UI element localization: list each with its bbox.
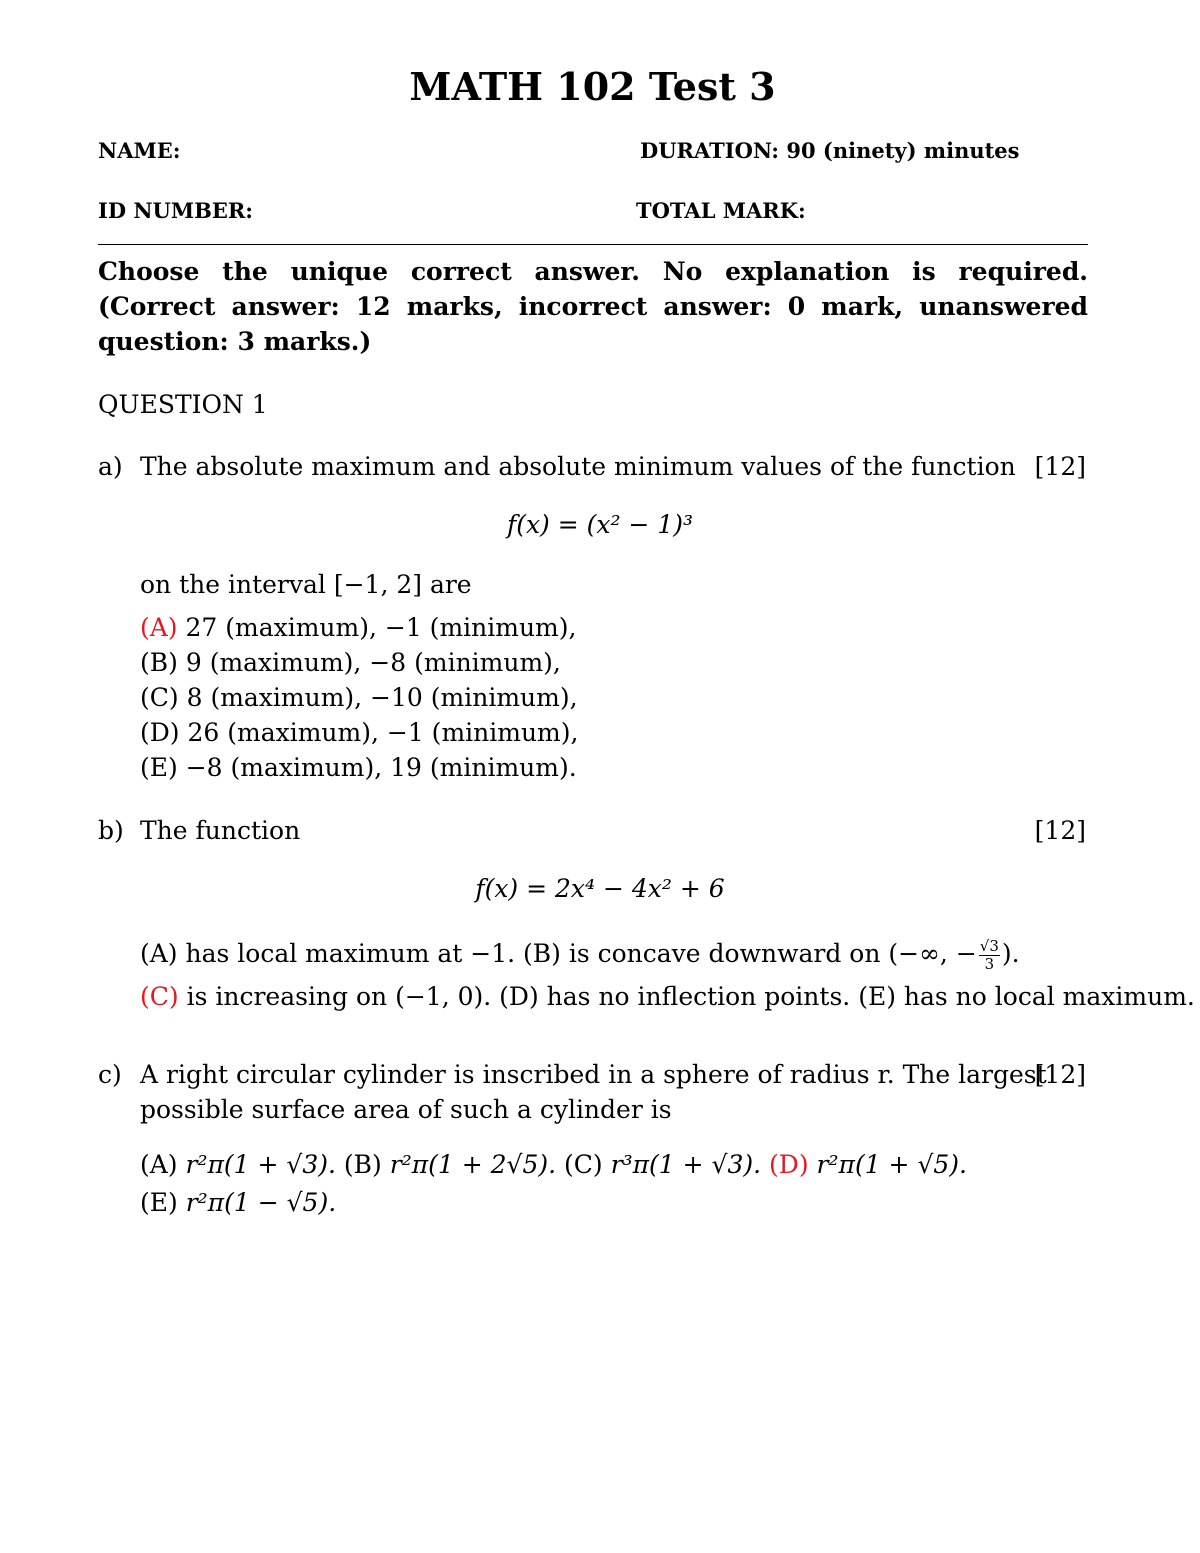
option-letter: (C) [140,982,179,1011]
option-letter: (D) [499,982,539,1011]
duration-label: DURATION: 90 (ninety) minutes [640,138,1020,163]
option-text: is increasing on (−1, 0). [178,982,492,1011]
option-c[interactable] [140,982,491,1011]
part-c-options-line2 [140,1188,336,1217]
option-text-end: ). [1001,939,1020,968]
part-c-options-line1 [140,1150,967,1179]
total-mark-label: TOTAL MARK: [636,198,806,223]
part-b-text: The function [140,816,301,845]
part-a-option-e[interactable] [140,753,577,782]
option-d[interactable] [769,1150,967,1179]
option-c[interactable] [564,1150,761,1179]
part-c-label: c) [98,1060,122,1089]
part-a-interval: on the interval [−1, 2] are [140,570,472,599]
option-text: has no inflection points. [538,982,851,1011]
option-value: r³π(1 + √3). [602,1150,762,1179]
part-b-options-line1 [140,938,1020,973]
option-text: has local maximum at −1. [177,939,516,968]
option-b[interactable] [344,1150,556,1179]
option-letter: (A) [140,1150,178,1179]
option-letter: (E) [858,982,896,1011]
option-value: r²π(1 + 2√5). [381,1150,557,1179]
part-b-options-line2 [140,982,1195,1011]
fraction-numerator: √3 [979,937,999,955]
option-letter: (A) [140,939,178,968]
part-b-equation: f(x) = 2x⁴ − 4x² + 6 [475,874,725,903]
part-a-option-b[interactable] [140,648,561,677]
option-letter: (E) [140,753,178,782]
option-text: −8 (maximum), 19 (minimum). [177,753,577,782]
option-value: r²π(1 + √3). [177,1150,336,1179]
option-letter: (A) [140,613,178,642]
option-text: 9 (maximum), −8 (minimum), [177,648,561,677]
question-heading: QUESTION 1 [98,390,268,419]
header-divider [98,244,1088,245]
option-text: 27 (maximum), −1 (minimum), [177,613,577,642]
option-letter: (E) [140,1188,178,1217]
option-d[interactable] [499,982,850,1011]
option-value: r²π(1 − √5). [177,1188,337,1217]
part-a-text: The absolute maximum and absolute minimum values of the function [140,452,1016,481]
option-text: has no local maximum. [895,982,1195,1011]
option-letter: (D) [140,718,180,747]
option-letter: (D) [769,1150,809,1179]
part-c-text-line2: possible surface area of such a cylinder is [140,1095,672,1124]
option-text: 26 (maximum), −1 (minimum), [179,718,579,747]
option-letter: (C) [140,683,179,712]
option-text: 8 (maximum), −10 (minimum), [178,683,578,712]
part-a-label: a) [98,452,123,481]
id-number-label: ID NUMBER: [98,198,254,223]
option-letter: (B) [343,1150,382,1179]
part-c-marks: [12] [1034,1060,1086,1089]
option-letter: (B) [523,939,561,968]
part-b-label: b) [98,816,124,845]
part-c-text-line1: A right circular cylinder is inscribed in a sphere of radius r. The largest [140,1060,1047,1089]
option-a[interactable] [140,1150,336,1179]
part-a-marks: [12] [1034,452,1086,481]
part-a-option-d[interactable] [140,718,578,747]
option-value: r²π(1 + √5). [808,1150,967,1179]
instructions: Choose the unique correct answer. No explanation is required. (Correct answer: 12 marks, incorrect answer: 0 mark, unanswered question: 3 marks.) [98,257,1088,356]
option-e[interactable] [858,982,1195,1011]
option-letter: (B) [140,648,178,677]
option-text: is concave downward on (−∞, − [560,939,977,968]
option-b[interactable] [523,937,1020,973]
option-letter: (C) [564,1150,603,1179]
option-e[interactable] [140,1188,336,1217]
part-a-equation: f(x) = (x² − 1)³ [506,510,694,539]
fraction [979,938,1000,973]
option-a[interactable] [140,939,515,968]
name-field-label: NAME: [98,138,181,163]
part-a-option-c[interactable] [140,683,578,712]
part-a-option-a[interactable] [140,613,576,642]
page-title: MATH 102 Test 3 [409,64,776,109]
fraction-denominator: 3 [984,955,995,973]
part-b-marks: [12] [1034,816,1086,845]
